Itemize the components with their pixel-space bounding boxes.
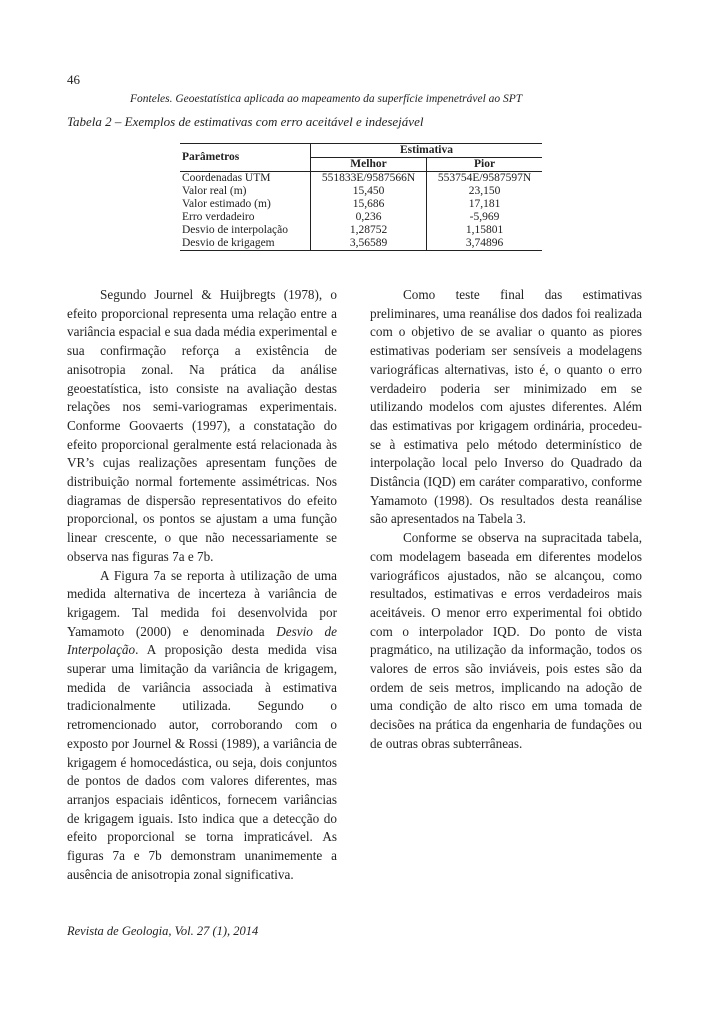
left-column [67,286,337,885]
row-pior: 1,15801 [465,224,504,236]
running-header: Fonteles. Geoestatística aplicada ao mapeamento da superfície impenetrável ao SPT [130,93,523,105]
row-param: Valor estimado (m) [180,198,310,211]
row-melhor: 15,450 [310,185,426,198]
page-number: 46 [67,72,80,87]
row-pior: 553754E/9587597N [437,172,532,184]
paragraph: Como teste final das estimativas preliminares, uma reanálise dos dados foi realizada com o objetivo de se avaliar o quanto as piores estimativas poderiam ser sensíveis a modelagens variográficas alternativas, isto é, o quanto o erro verdadeiro poderia ser minimizado em se utilizando modelos com ajustes diferentes. Além das estimativas por krigagem ordinária, procedeu-se à estimativa pelo método determinístico de interpolação local pelo Inverso do Quadrado da Distância (IQD) em caráter comparativo, conforme Yamamoto (1998). Os resultados desta reanálise são apresentados na Tabela 3. [370,287,642,527]
paragraph-text: A Figura 7a se reporta à utilização de uma medida alternativa de incerteza à variância de krigagem. Tal medida foi desenvolvida por Yamamoto (2000) e denominada [67,567,337,639]
paragraph [67,567,337,885]
right-column [370,286,642,754]
paragraph: Conforme se observa na supracitada tabela, com modelagem baseada em diferentes modelos variográficos ajustados, não se alcançou, como resultados, estimativas e erros verdadeiros mais aceitáveis. O menor erro experimental foi obtido com o interpolador IQD. Do ponto de vista pragmático, na utilização da informação, todos os valores de erros são inviáveis, pois estes são da ordem de seis metros, implicando na adoção de uma condição de alto risco em uma tomada de decisões na prática da engenharia de fundações ou de outras obras subterrâneas. [370,530,642,751]
row-melhor: 551833E/9587566N [310,172,426,186]
table-row [180,224,542,237]
row-melhor: 3,56589 [310,237,426,251]
row-pior: 3,74896 [427,237,542,251]
table-row [180,237,542,251]
journal-footer: Revista de Geologia, Vol. 27 (1), 2014 [67,924,259,938]
row-param: Coordenadas UTM [180,172,310,186]
row-param: Desvio de interpolação [180,224,310,237]
table-row [180,211,542,224]
paragraph-text: . A proposição desta medida visa superar uma limitação da variância de krigagem, medida de variância associada à estimativa tradicionalmente utilizada. Segundo o retromencionado autor, corroborando com o exposto por Journel & Rossi (1989), a variância de krigagem é homocedástica, ou seja, dois conjuntos de pontos de dados com valores diferentes, mas arranjos espaciais idênticos, fornecem variâncias de krigagem iguais. Isto indica que a detecção do efeito proporcional se torna impraticável. As figuras 7a e 7b demonstram unanimemente a ausência de anisotropia zonal significativa. [67,642,337,882]
header-pior: Pior [427,158,542,172]
row-melhor: 0,236 [310,211,426,224]
estimates-table [180,143,542,251]
row-pior: -5,969 [469,211,500,223]
row-param: Desvio de krigagem [180,237,310,251]
header-estimativa: Estimativa [310,144,542,158]
row-pior: 23,150 [468,185,501,197]
header-parametros: Parâmetros [180,144,310,172]
header-melhor: Melhor [310,158,426,172]
row-param: Erro verdadeiro [180,211,310,224]
row-melhor: 1,28752 [310,224,426,237]
table-row [180,185,542,198]
row-melhor: 15,686 [310,198,426,211]
italic-term: Desvio de Interpolação [67,623,337,658]
row-param: Valor real (m) [180,185,310,198]
table-row [180,198,542,211]
row-pior: 17,181 [468,198,501,210]
table-row [180,172,542,186]
table-caption: Tabela 2 – Exemplos de estimativas com erro aceitável e indesejável [67,114,424,129]
paragraph: Segundo Journel & Huijbregts (1978), o efeito proporcional representa uma relação entre a variância espacial e sua dada média experimental e sua confirmação reforça a existência de anisotropia zonal. Na prática da análise geoestatística, isto consiste na avaliação destas relações nos semi-variogramas experimentais. Conforme Goovaerts (1997), a constatação do efeito proporcional geralmente está relacionada às VR’s cujas realizações apresentam funções de distribuição normal fortemente assimétricas. Nos diagramas de dispersão representativos do efeito proporcional, os pontos se ajustam a uma função linear crescente, o que não necessariamente se observa nas figuras 7a e 7b. [67,287,337,564]
